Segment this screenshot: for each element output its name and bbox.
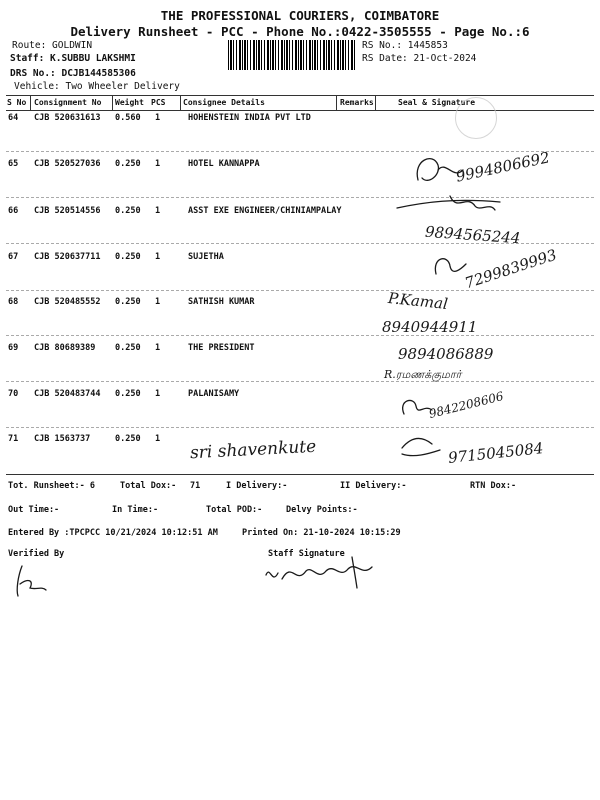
row-consignee: THE PRESIDENT: [188, 343, 255, 353]
total-dox-value: 71: [190, 481, 201, 491]
route: Route: GOLDWIN: [12, 40, 93, 51]
row-sno: 67: [8, 252, 19, 262]
row-consignee: HOHENSTEIN INDIA PVT LTD: [188, 113, 311, 123]
col-header-weight: Weight: [115, 98, 144, 107]
row-pcs: 1: [155, 434, 161, 444]
row-consignment-no: CJB 520631613: [34, 113, 101, 123]
row-sno: 65: [8, 159, 19, 169]
in-time: In Time:-: [112, 505, 159, 515]
rtn-dox: RTN Dox:-: [470, 481, 517, 491]
ii-delivery: II Delivery:-: [340, 481, 407, 491]
row-consignment-no: CJB 520514556: [34, 206, 101, 216]
handwritten-phone-row-65: 9994806692: [454, 148, 552, 186]
handwritten-phone-row-66: 9894565244: [424, 222, 521, 248]
handwritten-phone-row-69: 9894086889: [398, 345, 494, 363]
row-weight: 0.250: [115, 389, 141, 399]
row-sno: 66: [8, 206, 19, 216]
row-consignment-no: CJB 520485552: [34, 297, 101, 307]
row-sno: 64: [8, 113, 19, 123]
staff-signature-label: Staff Signature: [268, 549, 345, 559]
row-sno: 68: [8, 297, 19, 307]
tot-runsheet: Tot. Runsheet:- 6: [8, 481, 95, 491]
row-consignee: SATHISH KUMAR: [188, 297, 255, 307]
handwritten-phone-row-68: 8940944911: [382, 318, 478, 336]
row-separator: [6, 151, 594, 152]
handwritten-consignee-row-71: sri shavenkute: [189, 436, 317, 464]
row-pcs: 1: [155, 159, 161, 169]
seal-stamp: [455, 97, 497, 139]
col-divider: [112, 95, 113, 111]
handwritten-phone-row-71: 9715045084: [447, 439, 545, 467]
row-weight: 0.560: [115, 113, 141, 123]
row-pcs: 1: [155, 297, 161, 307]
entered-by: Entered By :TPCPCC 10/21/2024 10:12:51 AM: [8, 528, 218, 538]
barcode: [228, 40, 356, 70]
printed-on: Printed On: 21-10-2024 10:15:29: [242, 528, 401, 538]
handwritten-phone-row-67: 7299839993: [462, 245, 559, 293]
col-header-consignment: Consignment No: [34, 98, 102, 107]
row-separator: [6, 290, 594, 291]
col-divider: [375, 95, 376, 111]
row-sno: 70: [8, 389, 19, 399]
row-pcs: 1: [155, 343, 161, 353]
table-top-border: [6, 95, 594, 96]
col-header-pcs: PCS: [151, 98, 166, 107]
rs-number: RS No.: 1445853: [362, 40, 448, 51]
row-separator: [6, 381, 594, 382]
col-header-seal-signature: Seal & Signature: [398, 98, 476, 107]
row-separator: [6, 335, 594, 336]
handwritten-name-row-68: P.Kamal: [387, 288, 449, 314]
row-pcs: 1: [155, 389, 161, 399]
row-separator: [6, 197, 594, 198]
row-consignee: SUJETHA: [188, 252, 224, 262]
handwritten-phone-row-70: 9842208606: [427, 388, 505, 422]
row-consignment-no: CJB 1563737: [34, 434, 91, 444]
row-weight: 0.250: [115, 434, 141, 444]
staff-signature: [262, 555, 392, 590]
table-bottom-border: [6, 474, 594, 475]
row-pcs: 1: [155, 206, 161, 216]
i-delivery: I Delivery:-: [226, 481, 288, 491]
row-separator: [6, 427, 594, 428]
company-title: THE PROFESSIONAL COURIERS, COIMBATORE: [160, 8, 440, 23]
signature-row-66: [395, 192, 505, 222]
row-consignment-no: CJB 520527036: [34, 159, 101, 169]
rs-date: RS Date: 21-Oct-2024: [362, 53, 477, 64]
row-consignment-no: CJB 520483744: [34, 389, 101, 399]
col-header-remarks: Remarks: [340, 98, 374, 107]
row-weight: 0.250: [115, 343, 141, 353]
drs-number: DRS No.: DCJB144585306: [10, 68, 136, 79]
signature-row-71: [398, 432, 443, 462]
total-dox-label: Total Dox:-: [120, 481, 177, 491]
total-pod: Total POD:-: [206, 505, 263, 515]
col-header-consignee: Consignee Details: [183, 98, 265, 107]
col-divider: [30, 95, 31, 111]
verified-by-label: Verified By: [8, 549, 65, 559]
col-divider: [336, 95, 337, 111]
runsheet-subtitle: Delivery Runsheet - PCC - Phone No.:0422-3505555 - Page No.:6: [70, 24, 530, 39]
row-consignment-no: CJB 80689389: [34, 343, 96, 353]
row-sno: 69: [8, 343, 19, 353]
row-weight: 0.250: [115, 297, 141, 307]
col-divider: [180, 95, 181, 111]
delvy-points: Delvy Points:-: [286, 505, 358, 515]
handwritten-name-row-69: R.ரமணக்குமார்: [384, 368, 462, 381]
table-header-border: [6, 110, 594, 111]
row-consignee: HOTEL KANNAPPA: [188, 159, 260, 169]
row-weight: 0.250: [115, 159, 141, 169]
row-consignment-no: CJB 520637711: [34, 252, 101, 262]
row-consignee: PALANISAMY: [188, 389, 240, 399]
col-header-sno: S No: [7, 98, 27, 107]
verifier-signature: [12, 562, 52, 602]
row-pcs: 1: [155, 113, 161, 123]
row-pcs: 1: [155, 252, 161, 262]
row-weight: 0.250: [115, 206, 141, 216]
row-sno: 71: [8, 434, 19, 444]
staff: Staff: K.SUBBU LAKSHMI: [10, 53, 136, 64]
out-time: Out Time:-: [8, 505, 60, 515]
row-weight: 0.250: [115, 252, 141, 262]
row-consignee: ASST EXE ENGINEER/CHINIAMPALAY: [188, 206, 342, 216]
vehicle: Vehicle: Two Wheeler Delivery: [14, 81, 180, 92]
